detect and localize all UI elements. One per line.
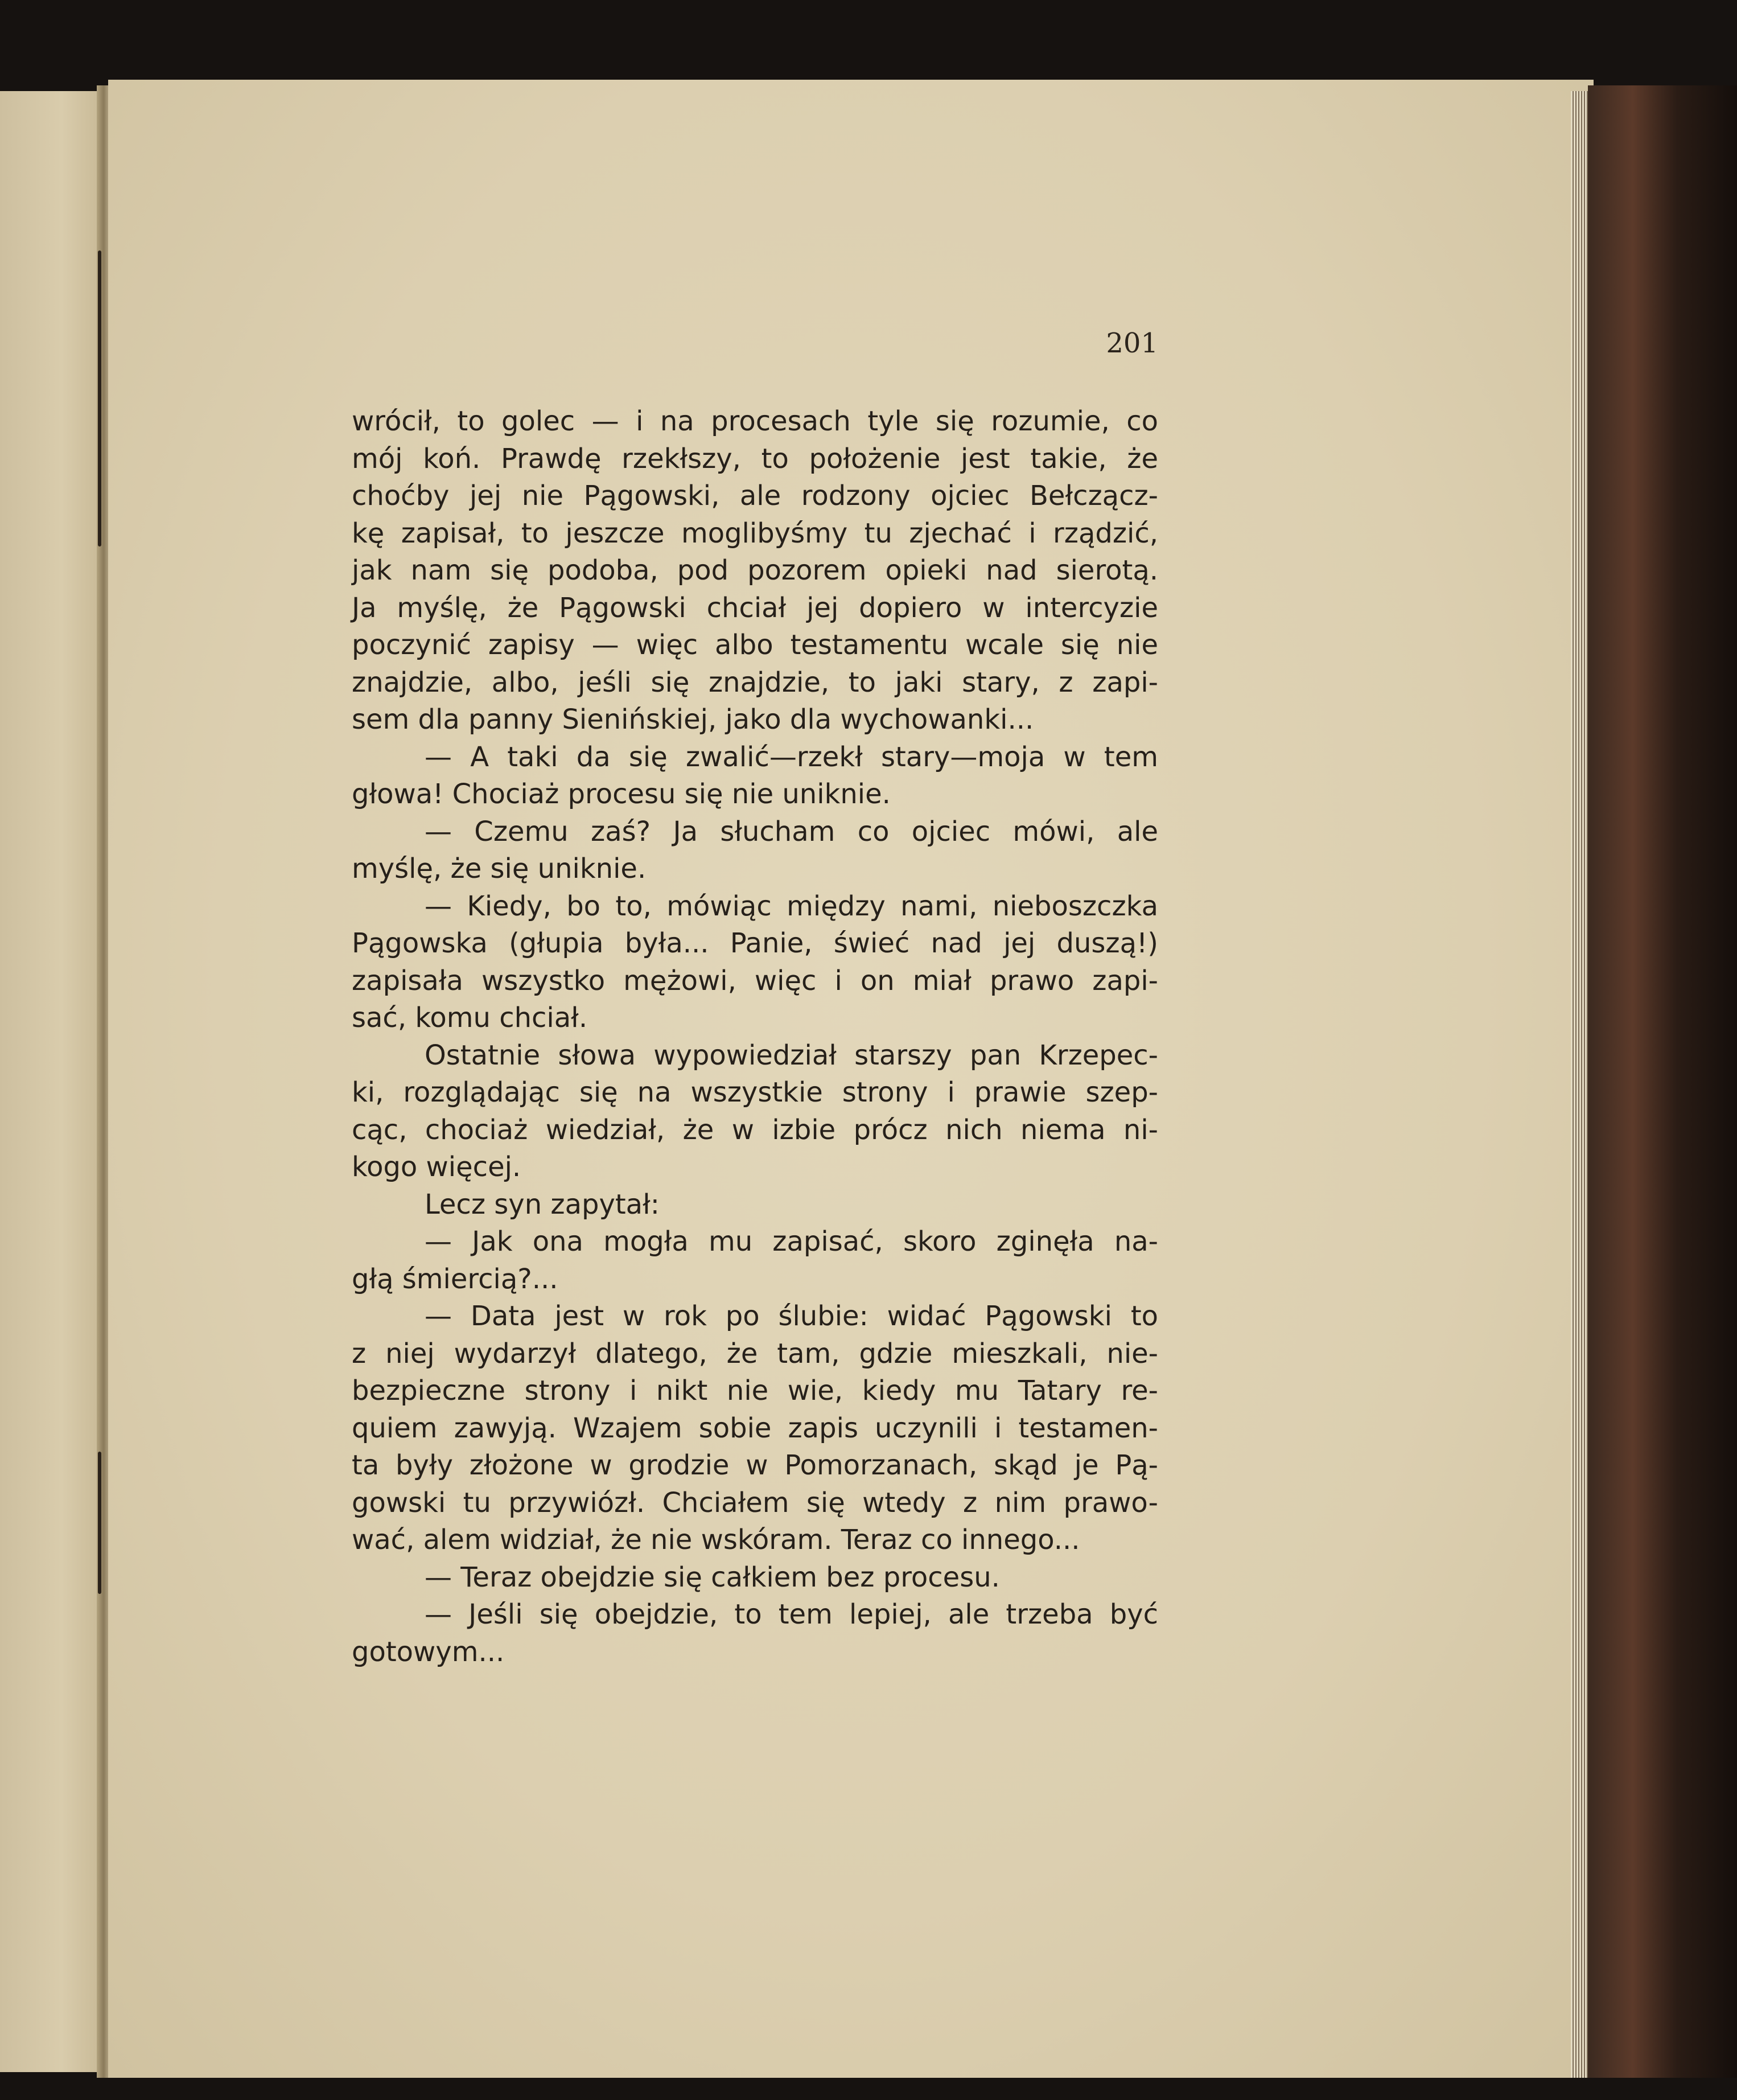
text-line: z niej wydarzył dlatego, że tam, gdzie mieszkali, nie- xyxy=(352,1337,1158,1370)
text-line: choćby jej nie Pągowski, ale rodzony ojciec Bełczącz- xyxy=(352,480,1158,512)
text-line: mój koń. Prawdę rzekłszy, to położenie jest takie, że xyxy=(352,442,1158,475)
paragraph xyxy=(352,1559,1158,1597)
text-line: Lecz syn zapytał: xyxy=(425,1188,660,1220)
text-line: głowa! Chociaż procesu się nie uniknie. xyxy=(352,778,891,810)
paragraph xyxy=(352,739,1158,813)
text-line: Ja myślę, że Pągowski chciał jej dopiero w intercyzie xyxy=(352,591,1158,624)
text-line: — Kiedy, bo to, mówiąc między nami, nieboszczka xyxy=(425,890,1158,922)
text-line: — Jeśli się obejdzie, to tem lepiej, ale trzeba być xyxy=(425,1598,1158,1630)
text-line: Ostatnie słowa wypowiedział starszy pan Krzepec- xyxy=(425,1039,1158,1071)
text-line: Pągowska (głupia była... Panie, świeć nad jej duszą!) xyxy=(352,927,1158,959)
text-line: kę zapisał, to jeszcze moglibyśmy tu zjechać i rządzić, xyxy=(352,517,1158,549)
paragraph xyxy=(352,1223,1158,1298)
book-cover xyxy=(1588,85,1737,2078)
paragraph xyxy=(352,1298,1158,1559)
text-line: kogo więcej. xyxy=(352,1151,521,1183)
text-line: — A taki da się zwalić—rzekł stary—moja w tem xyxy=(425,741,1158,773)
text-line: ta były złożone w grodzie w Pomorzanach, skąd je Pą- xyxy=(352,1449,1158,1481)
text-line: poczynić zapisy — więc albo testamentu wcale się nie xyxy=(352,629,1158,661)
text-line: — Teraz obejdzie się całkiem bez procesu. xyxy=(425,1561,1000,1593)
paragraph xyxy=(352,1596,1158,1671)
paragraph xyxy=(352,403,1158,739)
text-line: gotowym... xyxy=(352,1635,505,1668)
text-line: jak nam się podoba, pod pozorem opieki nad sierotą. xyxy=(352,554,1158,586)
body-text xyxy=(352,403,1158,1671)
page-number: 201 xyxy=(1106,327,1158,359)
text-line: znajdzie, albo, jeśli się znajdzie, to jaki stary, z zapi- xyxy=(352,666,1158,698)
text-line: — Czemu zaś? Ja słucham co ojciec mówi, ale xyxy=(425,815,1158,848)
text-line: — Jak ona mogła mu zapisać, skoro zginęła na- xyxy=(425,1226,1158,1257)
text-line: bezpieczne strony i nikt nie wie, kiedy mu Tatary re- xyxy=(352,1375,1158,1407)
paragraph xyxy=(352,888,1158,1037)
binding-thread-mark xyxy=(98,250,101,546)
paragraph xyxy=(352,1186,1158,1224)
binding-thread-mark xyxy=(98,1452,101,1594)
text-line: — Data jest w rok po ślubie: widać Pągowski to xyxy=(425,1300,1158,1332)
text-line: ki, rozglądając się na wszystkie strony i prawie szep- xyxy=(352,1076,1158,1108)
text-line: wrócił, to golec — i na procesach tyle się rozumie, co xyxy=(352,405,1158,437)
text-line: wać, alem widział, że nie wskóram. Teraz co innego... xyxy=(352,1524,1080,1556)
text-line: sać, komu chciał. xyxy=(352,1002,588,1034)
text-line: sem dla panny Sienińskiej, jako dla wychowanki... xyxy=(352,704,1034,735)
text-line: cąc, chociaż wiedział, że w izbie prócz nich niema ni- xyxy=(352,1113,1158,1146)
text-line: myślę, że się uniknie. xyxy=(352,853,647,885)
text-line: gowski tu przywiózł. Chciałem się wtedy z nim prawo- xyxy=(352,1486,1158,1519)
text-line: zapisała wszystko mężowi, więc i on miał prawo zapi- xyxy=(352,964,1158,997)
paragraph xyxy=(352,813,1158,888)
paragraph xyxy=(352,1037,1158,1186)
text-line: głą śmiercią?... xyxy=(352,1263,558,1295)
facing-page-edge xyxy=(0,91,102,2072)
text-line: quiem zawyją. Wzajem sobie zapis uczynili i testamen- xyxy=(352,1412,1158,1444)
